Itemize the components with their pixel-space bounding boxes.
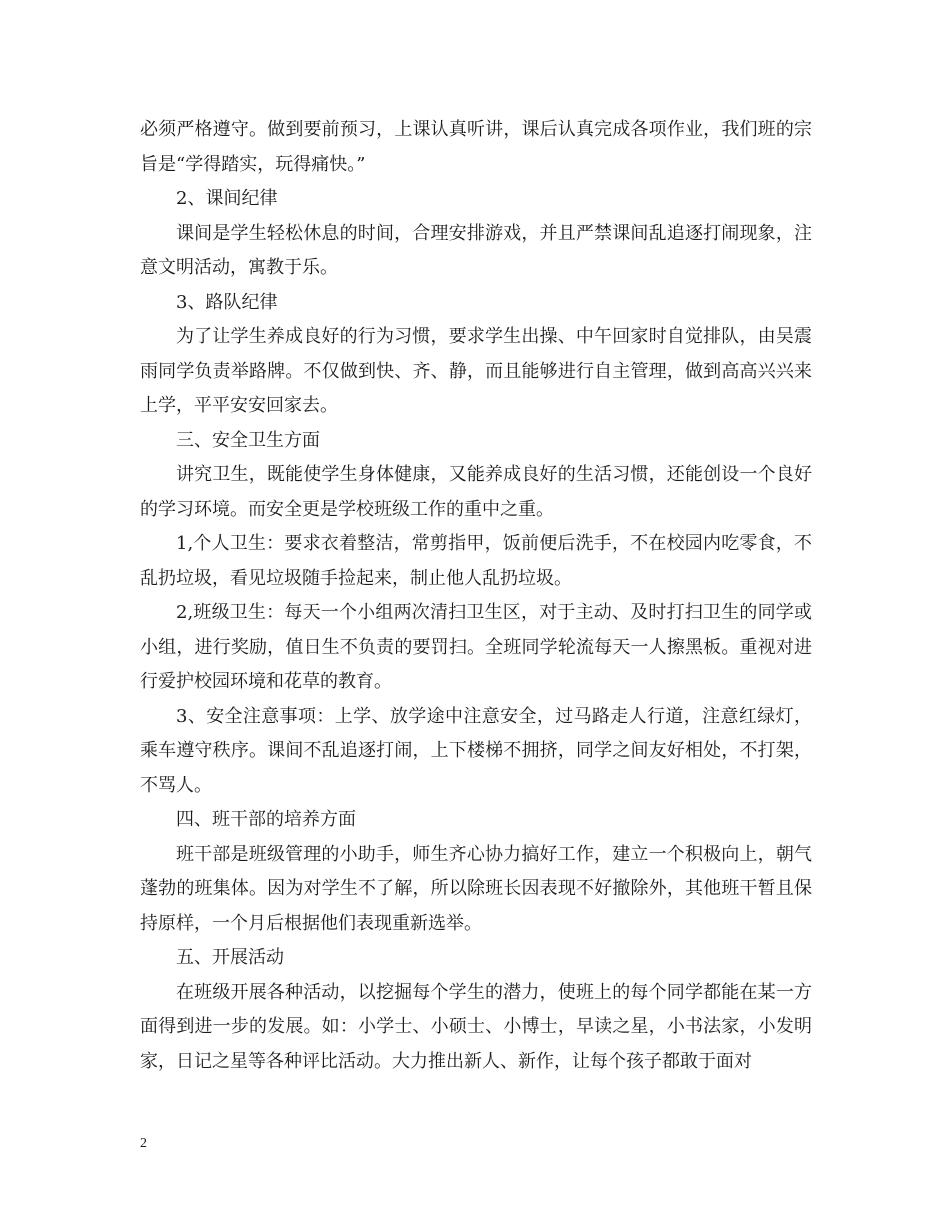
paragraph-safety-hygiene: 讲究卫生，既能使学生身体健康，又能养成良好的生活习惯，还能创设一个良好的学习环境。而安全更是学校班级工作的重中之重。 (140, 464, 812, 520)
heading-safety-hygiene: 三、安全卫生方面 (176, 429, 320, 451)
paragraph-activities: 在班级开展各种活动，以挖掘每个学生的潜力，使班上的每个同学都能在某一方面得到进一步的发展。如：小学士、小硕士、小博士，早读之星，小书法家，小发明家，日记之星等各种评比活动。大力推出新人、新作，让每个孩子都敢于面对 (140, 981, 812, 1072)
paragraph-personal-hygiene: 1,个人卫生：要求衣着整洁，常剪指甲，饭前便后洗手，不在校园内吃零食，不乱扔垃圾，看见垃圾随手捡起来，制止他人乱扔垃圾。 (140, 533, 812, 589)
page-number: 2 (140, 1136, 147, 1151)
heading-class-cadre: 四、班干部的培养方面 (176, 809, 356, 830)
heading-queue-discipline: 3、路队纪律 (176, 291, 278, 313)
heading-break-discipline: 2、课间纪律 (176, 188, 278, 209)
paragraph-safety-notes: 3、安全注意事项：上学、放学途中注意安全，过马路走人行道，注意红绿灯，乘车遵守秩序。课间不乱追逐打闹，上下楼梯不拥挤，同学之间友好相处，不打架，不骂人。 (140, 705, 812, 796)
paragraph-class-cadre: 班干部是班级管理的小助手，师生齐心协力搞好工作，建立一个积极向上，朝气蓬勃的班集体。因为对学生不了解，所以除班长因表现不好撤除外，其他班干暂且保持原样，一个月后根据他们表现重新选举。 (140, 843, 812, 934)
paragraph-queue-discipline: 为了让学生养成良好的行为习惯，要求学生出操、中午回家时自觉排队，由吴震雨同学负责举路牌。不仅做到快、齐、静，而且能够进行自主管理，做到高高兴兴来上学，平平安安回家去。 (140, 326, 812, 416)
heading-activities: 五、开展活动 (176, 947, 284, 968)
paragraph-continuation: 必须严格遵守。做到要前预习，上课认真听讲，课后认真完成各项作业，我们班的宗旨是“学得踏实，玩得痛快。” (140, 119, 812, 175)
paragraph-class-hygiene: 2,班级卫生：每天一个小组两次清扫卫生区，对于主动、及时打扫卫生的同学或小组，进行奖励，值日生不负责的要罚扫。全班同学轮流每天一人擦黑板。重视对进行爱护校园环境和花草的教育。 (140, 602, 812, 692)
paragraph-break-discipline: 课间是学生轻松休息的时间，合理安排游戏，并且严禁课间乱追逐打闹现象，注意文明活动，寓教于乐。 (140, 222, 812, 278)
document-body (140, 113, 812, 1079)
